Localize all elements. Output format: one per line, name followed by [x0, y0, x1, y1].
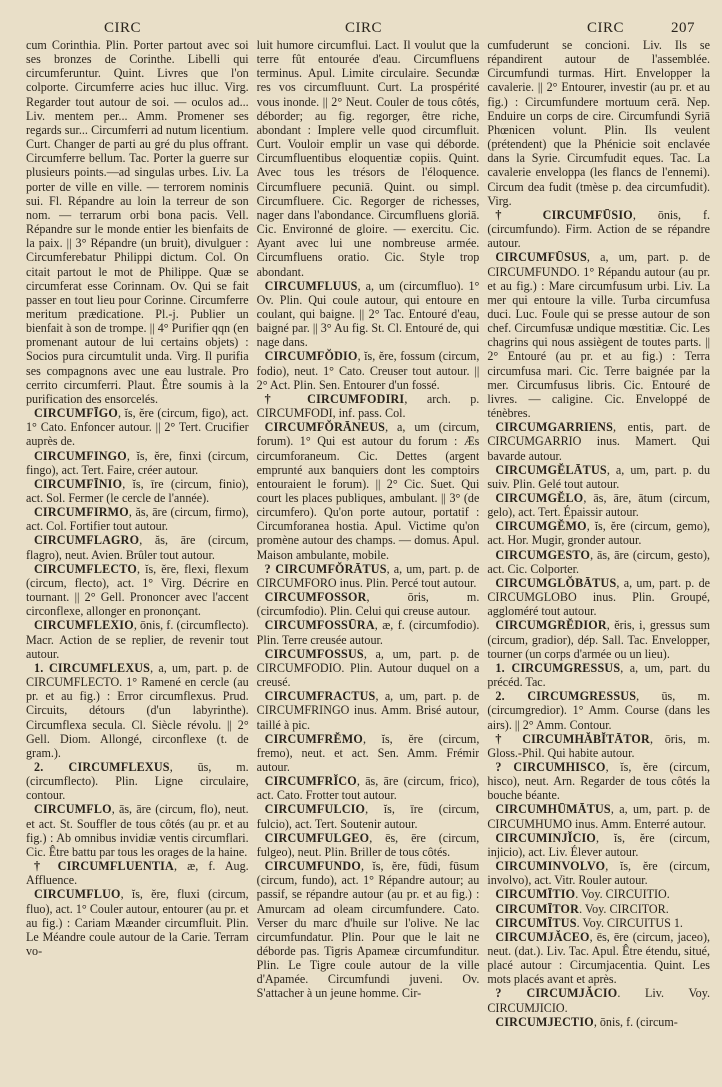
entry-headword: CIRCUMFINGO	[34, 448, 127, 463]
page-number: 207	[671, 20, 695, 36]
entry-headword: CIRCUMJĂCEO	[495, 929, 590, 944]
entry-definition: cumfuderunt se concioni. Liv. Ils se répandirent autour de l'assemblée. Circumfundi turmas. Hirt. Envelopper la cavalerie. || 2° Entourer, investir (au pr. et au fig.) : Circumfundere mortuum cerā. Nep. Enduire un corps de cire. Circumfundi Syriā Phœnicen volunt. Plin. Ils veulent (prétendent) que la Phénicie soit enclavée dans la Syrie. Circumfudit eques. Tac. La cavalerie enveloppa (les flancs de l'ennemi). Circum dea fudit (tmèse p. dea circumfudit). Virg.	[487, 38, 710, 208]
dictionary-entry	[487, 208, 710, 250]
entry-definition: luit humore circumflui. Lact. Il voulut que la terre fût entourée d'eau. Circumfluens terminus. Apul. Limite circulaire. Secundæ res vos circumfluunt. Curt. La prospérité vous inonde. || 2° Neut. Couler de tous côtés, déborder; au fig. regorger, être riche, abondant : Implere velle quod circumfluit. Curt. Vouloir emplir un vase qui déborde. Circumfluentibus eloquentiæ copiis. Quint. Avec tous les trésors de l'éloquence. Circumfluere pecuniā. Quint. ou simpl. Circumfluere. Cic. Regorger de richesses, nager dans l'abondance. Circumfluens gloriā. Cic. Environné de gloire. — exercitu. Cic. Ayant avec lui une nombreuse armée. Circumfluens oratio. Cic. Style trop abondant.	[256, 38, 480, 279]
dictionary-entry	[487, 661, 710, 689]
entry-definition: , ās, āre (circum, gesto), act. Cic. Colporter.	[487, 547, 710, 576]
entry-definition: , ās, āre, ātum (circum, gelo), act. Tert. Épaissir autour.	[487, 491, 710, 520]
entry-headword: 2. CIRCUMGRESSUS	[495, 689, 637, 704]
entry-headword: CIRCUMFLO	[34, 802, 112, 817]
entry-definition: , a, um (circum, forum). 1° Qui est autour du forum : Æs circumforaneum. Cic. Dettes (argent emprunté aux banquiers dont les comptoirs entouraient le forum). || 2° Cic. Suet. Qui court les places publiques, ambulant. || 3° (de circumfero). Qu'on porte autour, portatif : Circumforanea hostia. Apul. Victime qu'on promène autour des champs. — domus. Apul. Maison ambulante, mobile.	[256, 420, 480, 562]
dictionary-entry	[26, 859, 249, 887]
dictionary-entry	[487, 732, 710, 760]
entry-definition: , ōris, m. Gloss.-Phil. Qui habite autour.	[487, 731, 710, 760]
dictionary-entry	[257, 802, 480, 830]
dictionary-entry	[487, 689, 710, 731]
entry-definition: , a, um, part. p. de CIRCUMFLECTO. 1° Ramené en cercle (au pr. et au fig.) : Error circumflexus. Prud. Circuits, détours (d'un labyrinthe). Circumflexa secula. Cl. Siècle révolu. || 2° Gell. Diom. Allongé, circonflexe (t. de gram.).	[26, 660, 249, 760]
entry-definition: , a, um, part. p. de CIRCUMFODIO. Plin. Autour duquel on a creusé.	[256, 646, 480, 690]
dictionary-entry	[26, 406, 249, 448]
entry-definition: , a, um (circumfluo). 1° Ov. Plin. Qui coule autour, qui entoure en coulant, qui baigne. || 2° Tac. Entouré d'eau, baigné par. || 3° Au fig. St. Cl. Entouré de, qui nage dans.	[256, 278, 480, 350]
entry-definition: , a, um, part. du précéd. Tac.	[487, 660, 710, 690]
dictionary-entry	[487, 1015, 710, 1029]
dictionary-entry	[26, 562, 249, 619]
entry-definition: , a, um, part. p. de CIRCUMHUMO inus. Amm. Enterré autour.	[487, 802, 710, 831]
entry-headword: 1. CIRCUMGRESSUS	[495, 660, 621, 675]
dictionary-entry	[257, 562, 480, 590]
entry-headword: CIRCUMFŪSUS	[495, 250, 587, 265]
entry-headword: CIRCUMGARRIENS	[495, 420, 614, 435]
entry-headword: CIRCUMFOSSUS	[264, 646, 364, 661]
entry-headword: CIRCUMGLŎBĀTUS	[495, 575, 617, 590]
continued-text	[26, 38, 249, 406]
entry-definition: , æ, f. Aug. Affluence.	[26, 859, 249, 888]
entry-definition: cum Corinthia. Plin. Porter partout avec soi ses bronzes de Corinthe. Libelli qui circumferuntur. Quint. Livres que l'on colporte. Circumferre acies huc illuc. Virg. Regarder tout autour de soi. — oculos ad... Liv. mentem per... Amm. Promener ses regards sur... Circumferri ad nutum licentium. Curt. Changer de parti au gré du plus offrant. Circumferre bellum. Tac. Porter la guerre sur plusieurs points.—ad singulas urbes. Liv. La porter de ville en ville. — terrorem nominis sui. Fl. Répandre au loin la terreur de son nom. — terrarum orbi bona pacis. Vell. Répandre sur le monde entier les bienfaits de la paix. || 3° Répandre (un bruit), divulguer : Circumferebatur Philippi dictum. Col. On citait partout le mot de Philippe. Quæ se circumferat esse Corinnam. Ov. Qui se fait passer en tout lieu pour Corinne. Circumferre meritum prædicatione. Pl.-j. Publier un bienfait à son de trompe. || 4° Purifier qqn (en promenant autour de lui certains objets) : Socios pura circumtulit unda. Virg. Il purifia ses compagnons avec une eau lustrale. Pro cerrito circumferri. Plaut. Être soumis à la purification des ensorcelés.	[26, 38, 249, 406]
entry-definition: , ēs, ēre (circum, fulgeo), neut. Plin. Briller de tous côtés.	[256, 830, 480, 859]
entry-headword: CIRCUMFLUO	[34, 887, 121, 902]
dictionary-entry	[487, 887, 710, 901]
entry-definition: , ōnis, f. (circum-	[593, 1014, 678, 1029]
entry-headword: CIRCUMGĔMO	[495, 519, 587, 534]
entry-definition: . Voy. CIRCITOR.	[579, 901, 669, 916]
column-1	[26, 38, 249, 1083]
entry-headword: CIRCUMFŎDIO	[264, 349, 358, 364]
dictionary-entry	[487, 519, 710, 547]
entry-definition: , a, um, part. p. de CIRCUMGLOBO inus. Plin. Groupé, aggloméré tout autour.	[487, 575, 710, 619]
entry-definition: , ōris, m. (circumfodio). Plin. Celui qui creuse autour.	[256, 590, 480, 619]
entry-headword: CIRCUMJECTIO	[495, 1014, 594, 1029]
entry-definition: , ĭs, ĕre (circum, fremo), neut. et act. Sen. Amm. Frémir autour.	[256, 731, 480, 774]
continued-text	[257, 38, 480, 279]
entry-headword: CIRCUMFĪNIO	[34, 476, 123, 491]
dictionary-entry	[257, 689, 480, 731]
entry-definition: , a, um, part. p. de CIRCUMFORO inus. Plin. Percé tout autour.	[256, 561, 480, 590]
entry-headword: 2. CIRCUMFLEXUS	[34, 759, 170, 774]
running-header	[26, 8, 710, 38]
entry-headword: CIRCUMGĔLO	[495, 491, 584, 505]
dictionary-entry	[26, 477, 249, 505]
entry-definition: , a, um, part. p. de CIRCUMFUNDO. 1° Répandu autour (au pr. et au fig.) : Mare circumfusum urbi. Liv. La mer qui entoure la ville. Turba circumfusa duci. Luc. Foule qui se presse autour de son chef. Circumfusæ undique mœstitiæ. Cic. Les chagrins qui nous assiègent de toutes parts. || 2° Entouré (au pr. et au fig.) : Terra circumfusa mari. Cic. Terre baignée par la mer. Circumfusus libris. Cic. Entouré de livres. — caligine. Cic. Enveloppé de ténèbres.	[487, 250, 710, 421]
entry-definition: , ĭs, ĕre, flexi, flexum (circum, flecto), act. 1° Virg. Décrire en tournant. || 2° Gell. Prononcer avec l'accent circonflexe, allonger en prononçant.	[26, 561, 249, 619]
entry-headword: CIRCUMFLECTO	[34, 561, 137, 576]
dictionary-entry	[487, 760, 710, 802]
entry-definition: , ĭs, ĕre, fossum (circum, fodio), neut. 1° Cato. Creuser tout autour. || 2° Act. Plin. Sen. Entourer d'un fossé.	[256, 349, 480, 392]
column-2	[257, 38, 480, 1083]
entry-headword: CIRCUMINVOLVO	[495, 859, 606, 874]
continued-text	[487, 38, 710, 208]
dictionary-entry	[26, 533, 249, 561]
dictionary-entry	[26, 449, 249, 477]
entry-headword: CIRCUMFĪGO	[34, 406, 118, 421]
entry-headword: CIRCUMGESTO	[495, 547, 591, 562]
entry-headword: CIRCUMĪTUS	[495, 915, 577, 930]
entry-definition: , ĭs, ĕre (circum, hisco), neut. Arn. Regarder de tous côtés la bouche béante.	[487, 759, 710, 803]
entry-headword: † CIRCUMFLUENTIA	[34, 859, 174, 874]
dictionary-entry	[257, 392, 480, 420]
dictionary-entry	[487, 491, 710, 519]
dictionary-entry	[487, 930, 710, 987]
entry-headword: CIRCUMGRĔDIOR	[495, 618, 607, 633]
entry-headword: CIRCUMFOSSOR	[264, 590, 367, 605]
entry-definition: , ĕris, i, gressus sum (circum, gradior), dép. Sall. Tac. Envelopper, tourner (un corps d'armée ou un lieu).	[487, 618, 710, 661]
dictionary-entry	[257, 618, 480, 646]
dictionary-entry	[257, 774, 480, 802]
entry-headword: ? CIRCUMFŎRĀTUS	[264, 561, 387, 576]
entry-headword: CIRCUMFULCIO	[264, 802, 366, 817]
entry-definition: , ĭs, īre (circum, fulcio), act. Tert. Soutenir autour.	[256, 802, 480, 831]
entry-headword: CIRCUMFRĬCO	[264, 774, 357, 789]
entry-headword: CIRCUMFŎRĀNEUS	[264, 420, 386, 435]
entry-definition: , ĭs, ĕre, finxi (circum, fingo), act. Tert. Faire, créer autour.	[26, 448, 249, 477]
dictionary-entry	[257, 647, 480, 689]
header-middle-guide-word: CIRC	[345, 20, 383, 36]
entry-headword: CIRCUMHŪMĀTUS	[495, 802, 611, 817]
entry-definition: , ās, āre (circum, frico), act. Cato. Frotter tout autour.	[256, 774, 480, 803]
dictionary-entry	[487, 618, 710, 660]
dictionary-entry	[26, 661, 249, 760]
entry-definition: . Liv. Voy. CIRCUMJICIO.	[487, 986, 710, 1015]
entry-definition: , ōnis, f. (circumfundo). Firm. Action de se répandre autour.	[487, 207, 710, 251]
entry-definition: , entis, part. de CIRCUMGARRIO inus. Mamert. Qui bavarde autour.	[487, 420, 710, 463]
dictionary-entry	[26, 618, 249, 660]
dictionary-entry	[487, 916, 710, 930]
entry-definition: , ĭs, īre (circum, finio), act. Sol. Fermer (le cercle de l'année).	[26, 476, 249, 505]
columns	[26, 38, 710, 1083]
dictionary-entry	[487, 548, 710, 576]
dictionary-entry	[487, 831, 710, 859]
dictionary-entry	[257, 831, 480, 859]
dictionary-entry	[26, 887, 249, 958]
entry-definition: , ūs, m. (circumgredior). 1° Amm. Course (dans les airs). || 2° Amm. Contour.	[487, 689, 710, 732]
entry-headword: CIRCUMFIRMO	[34, 505, 129, 520]
dictionary-entry	[487, 250, 710, 420]
dictionary-entry	[257, 732, 480, 774]
entry-headword: CIRCUMFRĔMO	[264, 731, 363, 746]
entry-definition: . Voy. CIRCUITUS 1.	[576, 915, 683, 930]
entry-headword: CIRCUMFUNDO	[264, 859, 361, 874]
entry-headword: CIRCUMFLEXIO	[34, 618, 134, 633]
entry-definition: , ĭs, ĕre (circum, gemo), act. Hor. Mugir, gronder autour.	[487, 519, 710, 548]
entry-headword: CIRCUMINJĬCIO	[495, 830, 597, 845]
entry-headword: ? CIRCUMHISCO	[495, 759, 606, 774]
entry-definition: , ĭs, ĕre, fluxi (circum, fluo), act. 1° Couler autour, entourer (au pr. et au fig.) : Cariam Mæander circumfluit. Plin. Le Méandre coule autour de la Carie. Terram vo-	[26, 887, 249, 958]
entry-headword: † CIRCUMHĂBĬTĀTOR	[495, 731, 650, 746]
dictionary-entry	[257, 279, 480, 350]
entry-headword: † CIRCUMFODIRI	[264, 391, 405, 406]
entry-headword: CIRCUMĪTIO	[495, 887, 576, 902]
dictionary-entry	[487, 576, 710, 618]
dictionary-entry	[487, 986, 710, 1014]
dictionary-entry	[26, 760, 249, 802]
dictionary-entry	[26, 802, 249, 859]
entry-definition: , ĭs, ĕre (circum, figo), act. 1° Cato. Enfoncer autour. || 2° Tert. Crucifier auprès de.	[26, 406, 249, 449]
entry-headword: CIRCUMĪTOR	[495, 901, 580, 916]
entry-definition: , ēs, ēre (circum, jaceo), neut. (dat.). Liv. Tac. Apul. Être étendu, situé, placé autour : Circumjacentia. Quint. Les mots placés avant et après.	[487, 929, 710, 987]
dictionary-entry	[487, 859, 710, 887]
entry-headword: CIRCUMFOSSŪRA	[264, 618, 375, 633]
entry-headword: CIRCUMFLUUS	[264, 278, 358, 293]
entry-definition: , ōnis, f. (circumflecto). Macr. Action de se replier, de revenir tout autour.	[26, 618, 249, 661]
entry-definition: , a, um, part. p. du suiv. Plin. Gelé tout autour.	[487, 462, 710, 491]
dictionary-entry	[26, 505, 249, 533]
dictionary-entry	[257, 349, 480, 391]
dictionary-entry	[487, 420, 710, 462]
entry-headword: 1. CIRCUMFLEXUS	[34, 660, 151, 675]
entry-definition: . Voy. CIRCUITIO.	[575, 887, 670, 902]
entry-definition: , ĭs, ĕre (circum, involvo), act. Vitr. Rouler autour.	[487, 859, 710, 888]
entry-definition: , æ, f. (circumfodio). Plin. Terre creusée autour.	[256, 618, 480, 647]
entry-headword: CIRCUMFRACTUS	[264, 689, 376, 704]
entry-definition: , a, um, part. p. de CIRCUMFRINGO inus. Amm. Brisé autour, taillé à pic.	[256, 689, 480, 732]
entry-headword: CIRCUMFLAGRO	[34, 533, 140, 548]
entry-definition: , ās, āre (circum, flo), neut. et act. St. Souffler de tous côtés (au pr. et au fig.) : Ab omnibus invidiæ ventis circumflari. Cic. Être battu par tous les orages de la haine.	[26, 802, 249, 859]
dictionary-entry	[487, 902, 710, 916]
dictionary-entry	[257, 590, 480, 618]
entry-headword: CIRCUMGĔLĀTUS	[495, 462, 607, 477]
header-left-guide-word: CIRC	[104, 20, 142, 36]
entry-definition: , ĭs, ĕre (circum, injicio), act. Liv. Élever autour.	[487, 830, 710, 859]
entry-definition: , ăs, āre (circum, firmo), act. Col. Fortifier tout autour.	[26, 505, 249, 534]
entry-definition: , ăs, āre (circum, flagro), neut. Avien. Brûler tout autour.	[26, 533, 249, 562]
dictionary-entry	[257, 420, 480, 562]
entry-headword: CIRCUMFULGEO	[264, 830, 370, 845]
entry-headword: ? CIRCUMJĂCIO	[495, 986, 618, 1001]
column-3	[487, 38, 710, 1083]
dictionary-entry	[487, 802, 710, 830]
dictionary-entry	[487, 463, 710, 491]
entry-definition: , ĭs, ĕre, fūdi, fūsum (circum, fundo), act. 1° Répandre autour; au passif, se répandre autour (au pr. et au fig.) : Amurcam ad oleam circumfundere. Cato. Verser du marc d'huile sur l'olive. Ne lac circumfundatur. Plin. Pour que le lait ne déborde pas. Tigris Apameæ circumfunditur. Plin. Le Tigre coule autour de la ville d'Apamée. Circumfundi juveni. Ov. S'attacher à un jeune homme. Cir-	[256, 859, 480, 1001]
entry-headword: † CIRCUMFŪSIO	[495, 207, 633, 222]
entry-definition: , ūs, m. (circumflecto). Plin. Ligne circulaire, contour.	[26, 759, 249, 803]
dictionary-entry	[257, 859, 480, 1001]
header-right-guide-word: CIRC	[587, 20, 625, 36]
entry-definition: , arch. p. CIRCUMFODI, inf. pass. Col.	[256, 391, 480, 421]
